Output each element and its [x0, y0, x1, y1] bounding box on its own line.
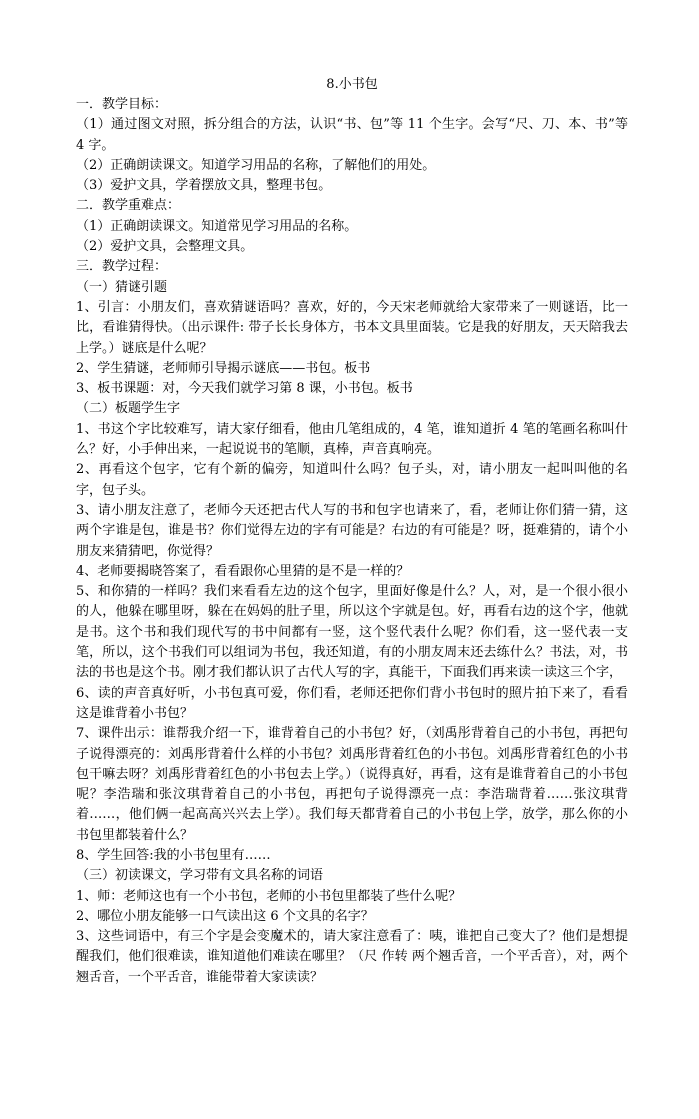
paragraph: （二）板题学生字: [76, 401, 181, 417]
paragraph: 5、和你猜的一样吗？我们来看看左边的这个包字，里面好像是什么？人，对，是一个很小很小的人，他躲在哪里呀，躲在在妈妈的肚子里，所以这个字就是包。好，再看右边的这个字，他就是书。这个书和我们现代写的书中间都有一竖，这个竖代表什么呢？你们看，这一竖代表一支笔，所以，这个书我们可以组词为书包，我还知道，有的小朋友周末还去练什么？书法，对，书法的书也是这个书。刚才我们都认识了古代人写的字，真能干，下面我们再来读一读这三个字，: [76, 584, 628, 681]
paragraph: 3、板书课题：对，今天我们就学习第 8 课，小书包。板书: [76, 381, 413, 397]
paragraph: 2、再看这个包字，它有个新的偏旁，知道叫什么吗？包子头，对，请小朋友一起叫叫他的名字，包子头。: [76, 462, 628, 498]
paragraph: 3、请小朋友注意了，老师今天还把古代人写的书和包字也请来了，看，老师让你们猜一猜，这两个字谁是包，谁是书？你们觉得左边的字有可能是？右边的有可能是？呀，挺难猜的，请个小朋友来猜猜吧，你觉得？: [76, 502, 628, 559]
paragraph: 2、哪位小朋友能够一口气读出这 6 个文具的名字？: [76, 908, 374, 924]
paragraph: （1）正确朗读课文。知道常见学习用品的名称。: [76, 218, 358, 234]
paragraph: 1、引言：小朋友们，喜欢猜谜语吗？喜欢，好的，今天宋老师就给大家带来了一则谜语，比一比，看谁猜得快。（出示课件: 带子长长身体方，书本文具里面装。它是我的好朋友，天天陪我去上学。）谜底是什么呢？: [76, 299, 628, 356]
paragraph: 1、师：老师这也有一个小书包，老师的小书包里都装了些什么呢？: [76, 888, 462, 904]
document-body: [76, 95, 628, 988]
paragraph: （2）爱护文具，会整理文具。: [76, 239, 254, 255]
paragraph: 6、读的声音真好听，小书包真可爱，你们看，老师还把你们背小书包时的照片拍下来了，看看这是谁背着小书包？: [76, 685, 628, 721]
document-title: 8.小书包: [326, 77, 378, 92]
paragraph: 4、老师要揭晓答案了，看看跟你心里猜的是不是一样的？: [76, 563, 410, 579]
paragraph: （2）正确朗读课文。知道学习用品的名称，了解他们的用处。: [76, 157, 436, 173]
document-page: [76, 75, 628, 988]
paragraph: （一）猜谜引题: [76, 279, 168, 295]
paragraph: （1）通过图文对照，拆分组合的方法，认识“书、包”等 11 个生字。会写“尺、刀、本、书”等 4 字。: [76, 117, 628, 153]
paragraph: 7、课件出示：谁帮我介绍一下，谁背着自己的小书包？好，（刘禹彤背着自己的小书包，再把句子说得漂亮的：刘禹彤背着什么样的小书包？刘禹彤背着红色的小书包。刘禹彤背着红色的小书包干嘛去呀？刘禹彤背着红色的小书包去上学。）（说得真好，再看，这有是谁背着自己的小书包呢？李浩瑞和张汶琪背着自己的小书包，再把句子说得漂亮一点：李浩瑞背着……张汶琪背着……，他们俩一起高高兴兴去上学）。我们每天都背着自己的小书包上学，放学，那么你的小书包里都装着什么？: [76, 726, 628, 843]
paragraph: 三．教学过程：: [76, 259, 168, 275]
paragraph: （三）初读课文，学习带有文具名称的词语: [76, 868, 324, 884]
paragraph: 8、学生回答:我的小书包里有……: [76, 847, 271, 863]
paragraph: （3）爱护文具，学着摆放文具，整理书包。: [76, 178, 332, 194]
paragraph: 3、这些词语中，有三个字是会变魔术的，请大家注意看了：咦，谁把自己变大了？他们是想提醒我们，他们很难读，谁知道他们难读在哪里？（尺 作转 两个翘舌音，一个平舌音），对，两个翘舌音，一个平舌音，谁能带着大家读读？: [76, 929, 628, 985]
paragraph: 2、学生猜谜，老师师引导揭示谜底——书包。板书: [76, 360, 371, 376]
paragraph: 一．教学目标：: [76, 97, 168, 112]
paragraph: 1、书这个字比较难写，请大家仔细看，他由几笔组成的，4 笔，谁知道折 4 笔的笔画名称叫什么？好，小手伸出来，一起说说书的笔顺，真棒，声音真响亮。: [76, 421, 628, 458]
paragraph: 二．教学重难点：: [76, 198, 181, 214]
